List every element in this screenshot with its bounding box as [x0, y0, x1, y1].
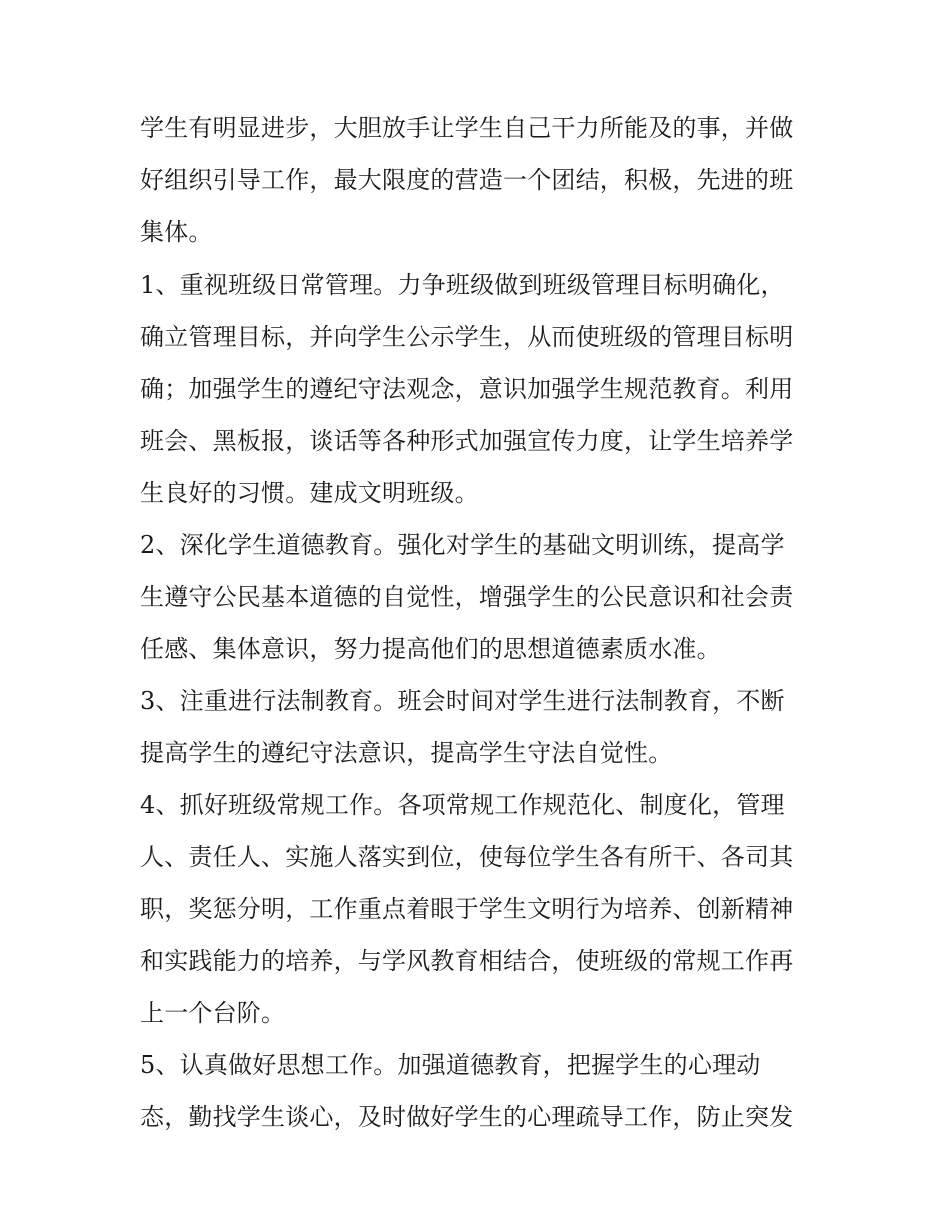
text-line: 任感、集体意识，努力提高他们的思想道德素质水准。	[140, 635, 721, 663]
text-line: 好组织引导工作，最大限度的营造一个团结，积极，先进的班	[140, 166, 794, 194]
text-line: 人、责任人、实施人落实到位，使每位学生各有所干、各司其	[140, 843, 794, 871]
text-line: 学生有明显进步，大胆放手让学生自己干力所能及的事，并做	[140, 114, 794, 142]
text-line: 和实践能力的培养，与学风教育相结合，使班级的常规工作再	[140, 947, 794, 975]
text-line: 确；加强学生的遵纪守法观念，意识加强学生规范教育。利用	[140, 375, 794, 403]
text-line: 确立管理目标，并向学生公示学生，从而使班级的管理目标明	[140, 323, 794, 351]
text-line: 3、注重进行法制教育。班会时间对学生进行法制教育，不断	[140, 687, 785, 715]
text-line: 职，奖惩分明，工作重点着眼于学生文明行为培养、创新精神	[140, 895, 794, 923]
text-line: 1、重视班级日常管理。力争班级做到班级管理目标明确化，	[140, 271, 785, 299]
text-line: 生遵守公民基本道德的自觉性，增强学生的公民意识和社会责	[140, 583, 794, 611]
text-line: 2、深化学生道德教育。强化对学生的基础文明训练，提高学	[140, 531, 785, 559]
text-line: 4、抓好班级常规工作。各项常规工作规范化、制度化，管理	[140, 791, 785, 819]
text-line: 班会、黑板报，谈话等各种形式加强宣传力度，让学生培养学	[140, 427, 794, 455]
text-line: 提高学生的遵纪守法意识，提高学生守法自觉性。	[140, 739, 673, 767]
text-line: 态，勤找学生谈心，及时做好学生的心理疏导工作，防止突发	[140, 1103, 794, 1131]
text-line: 上一个台阶。	[140, 999, 286, 1027]
text-line: 集体。	[140, 218, 213, 246]
text-line: 生良好的习惯。建成文明班级。	[140, 479, 479, 507]
text-line: 5、认真做好思想工作。加强道德教育，把握学生的心理动	[140, 1051, 761, 1079]
